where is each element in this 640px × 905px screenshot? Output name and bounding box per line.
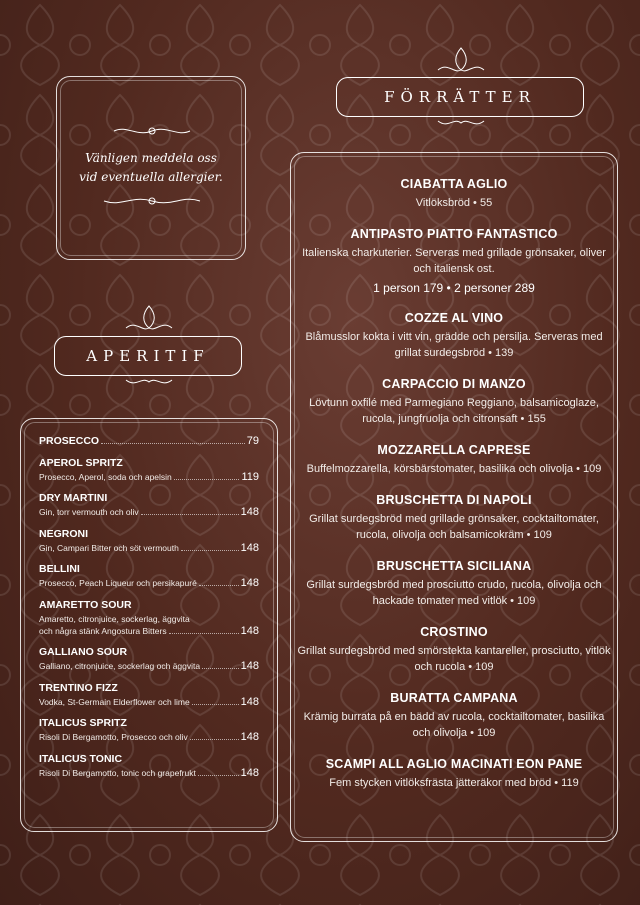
drink-name: BELLINI xyxy=(39,563,80,575)
drink-price: 119 xyxy=(241,470,259,483)
drink-name: GALLIANO SOUR xyxy=(39,646,128,658)
dish-item xyxy=(297,757,611,791)
dot-leader xyxy=(202,668,239,669)
dot-leader xyxy=(169,633,239,634)
drink-description: Risoli Di Bergamotto, Prosecco och oliv xyxy=(39,732,188,742)
drink-price: 148 xyxy=(240,506,259,518)
dot-leader xyxy=(174,479,240,480)
dish-item xyxy=(297,625,611,675)
allergy-note-box xyxy=(56,76,246,260)
dish-item xyxy=(297,227,611,295)
drink-name: APEROL SPRITZ xyxy=(39,456,123,469)
drink-item xyxy=(39,528,259,554)
dish-name: CIABATTA AGLIO xyxy=(400,177,508,191)
drink-item xyxy=(39,435,259,447)
dish-name: COZZE AL VINO xyxy=(404,311,504,325)
dot-leader xyxy=(181,550,239,551)
forratter-bottom-ornament-icon xyxy=(436,117,486,133)
dish-name: ANTIPASTO PIATTO FANTASTICO xyxy=(350,227,558,241)
drink-item xyxy=(39,492,259,518)
top-flourish-icon xyxy=(112,123,192,139)
allergy-note-text xyxy=(57,149,245,187)
drink-name: ITALICUS TONIC xyxy=(39,752,123,765)
bottom-flourish-icon xyxy=(102,193,202,209)
forratter-top-ornament-icon xyxy=(436,46,486,76)
drink-price: 148 xyxy=(240,624,259,637)
drink-name: PROSECCO xyxy=(39,435,100,447)
drink-price: 148 xyxy=(240,695,259,708)
dish-item xyxy=(297,691,611,741)
drink-name: DRY MARTINI xyxy=(39,492,108,504)
drink-item xyxy=(39,682,259,708)
dot-leader xyxy=(190,739,239,740)
drink-item xyxy=(39,753,259,779)
drink-description: Vodka, St-Germain Elderflower och lime xyxy=(39,696,190,707)
drink-description: Prosecco, Peach Liqueur och persikapuré xyxy=(39,578,197,588)
drink-description: Gin, Campari Bitter och söt vermouth xyxy=(39,542,179,553)
dish-name: BRUSCHETTA DI NAPOLI xyxy=(376,493,532,507)
dish-description: Fem stycken vitlöksfrästa jätteräkor med bröd • 119 xyxy=(329,777,579,789)
dish-name: CARPACCIO DI MANZO xyxy=(382,377,526,391)
dish-description: Grillat surdegsbröd med smörstekta kantareller, prosciutto, vitlök och rucola • 109 xyxy=(297,645,611,673)
drink-price: 148 xyxy=(240,766,259,779)
aperitif-bottom-ornament-icon xyxy=(124,376,174,392)
forratter-menu-box xyxy=(290,152,618,842)
drink-name: AMARETTO SOUR xyxy=(39,598,132,611)
drink-price: 79 xyxy=(246,435,259,447)
dish-item xyxy=(297,377,611,427)
drink-description: Risoli Di Bergamotto, tonic och grapefrukt xyxy=(39,767,196,778)
dot-leader xyxy=(101,443,245,444)
drink-item xyxy=(39,457,259,483)
dish-name: CROSTINO xyxy=(420,625,488,639)
dot-leader xyxy=(199,585,239,586)
dish-item xyxy=(297,559,611,609)
forratter-list xyxy=(297,177,611,807)
aperitif-top-ornament-icon xyxy=(124,304,174,334)
dish-name: BRUSCHETTA SICILIANA xyxy=(376,559,532,573)
aperitif-header: APERITIF xyxy=(54,336,242,376)
forratter-header: FÖRRÄTTER xyxy=(336,77,584,117)
dot-leader xyxy=(198,775,239,776)
drink-item xyxy=(39,599,259,637)
drink-description: Galliano, citronjuice, sockerlag och äggvita xyxy=(39,661,201,671)
drink-description-line1: Amaretto, citronjuice, sockerlag, äggvita xyxy=(39,613,190,624)
drink-description: Gin, torr vermouth och oliv xyxy=(39,507,139,517)
drink-item xyxy=(39,717,259,743)
dish-name: BURATTA CAMPANA xyxy=(390,691,518,705)
dish-description: Grillat surdegsbröd med grillade grönsaker, cocktailtomater, rucola, olivolja och balsamicokräm • 109 xyxy=(309,513,599,541)
dish-description: Buffelmozzarella, körsbärstomater, basilika och olivolja • 109 xyxy=(306,463,602,475)
dish-name: MOZZARELLA CAPRESE xyxy=(377,443,531,457)
drink-price: 148 xyxy=(240,577,259,589)
dish-name: SCAMPI ALL AGLIO MACINATI EON PANE xyxy=(325,757,583,771)
dish-item xyxy=(297,493,611,543)
drink-description: och några stänk Angostura Bitters xyxy=(39,625,167,636)
drink-price: 148 xyxy=(240,731,259,743)
drink-name: TRENTINO FIZZ xyxy=(39,681,118,694)
aperitif-list xyxy=(39,435,259,788)
drink-name: ITALICUS SPRITZ xyxy=(39,717,127,729)
dish-item xyxy=(297,177,611,211)
dish-description: Lövtunn oxfilé med Parmegiano Reggiano, balsamicoglaze, rucola, jungfruolja och citronsaft • 155 xyxy=(309,397,599,425)
dish-description: Krämig burrata på en bädd av rucola, cocktailtomater, basilika och olivolja • 109 xyxy=(303,711,605,739)
dish-item xyxy=(297,311,611,361)
allergy-note-line2: vid eventuella allergier. xyxy=(79,170,223,184)
drink-price: 148 xyxy=(240,660,259,672)
aperitif-menu-box xyxy=(20,418,278,832)
drink-description: Prosecco, Aperol, soda och apelsin xyxy=(39,471,172,482)
dot-leader xyxy=(192,704,239,705)
dish-item xyxy=(297,443,611,477)
dish-price: Vitlöksbröd • 55 xyxy=(415,197,493,209)
dot-leader xyxy=(141,514,239,515)
dish-price: 1 person 179 • 2 personer 289 xyxy=(373,281,535,295)
dish-description: Italienska charkuterier. Serveras med grillade grönsaker, oliver och italiensk ost. xyxy=(302,247,606,275)
drink-name: NEGRONI xyxy=(39,527,89,540)
dish-description: Grillat surdegsbröd med prosciutto crudo, rucola, olivolja och hackade tomater med vitlök • 109 xyxy=(306,579,602,607)
drink-price: 148 xyxy=(240,541,259,554)
drink-item xyxy=(39,646,259,672)
drink-item xyxy=(39,563,259,589)
allergy-note-line1: Vänligen meddela oss xyxy=(85,151,217,165)
dish-description: Blåmusslor kokta i vitt vin, grädde och persilja. Serveras med grillat surdegsbröd • 139 xyxy=(305,331,603,359)
